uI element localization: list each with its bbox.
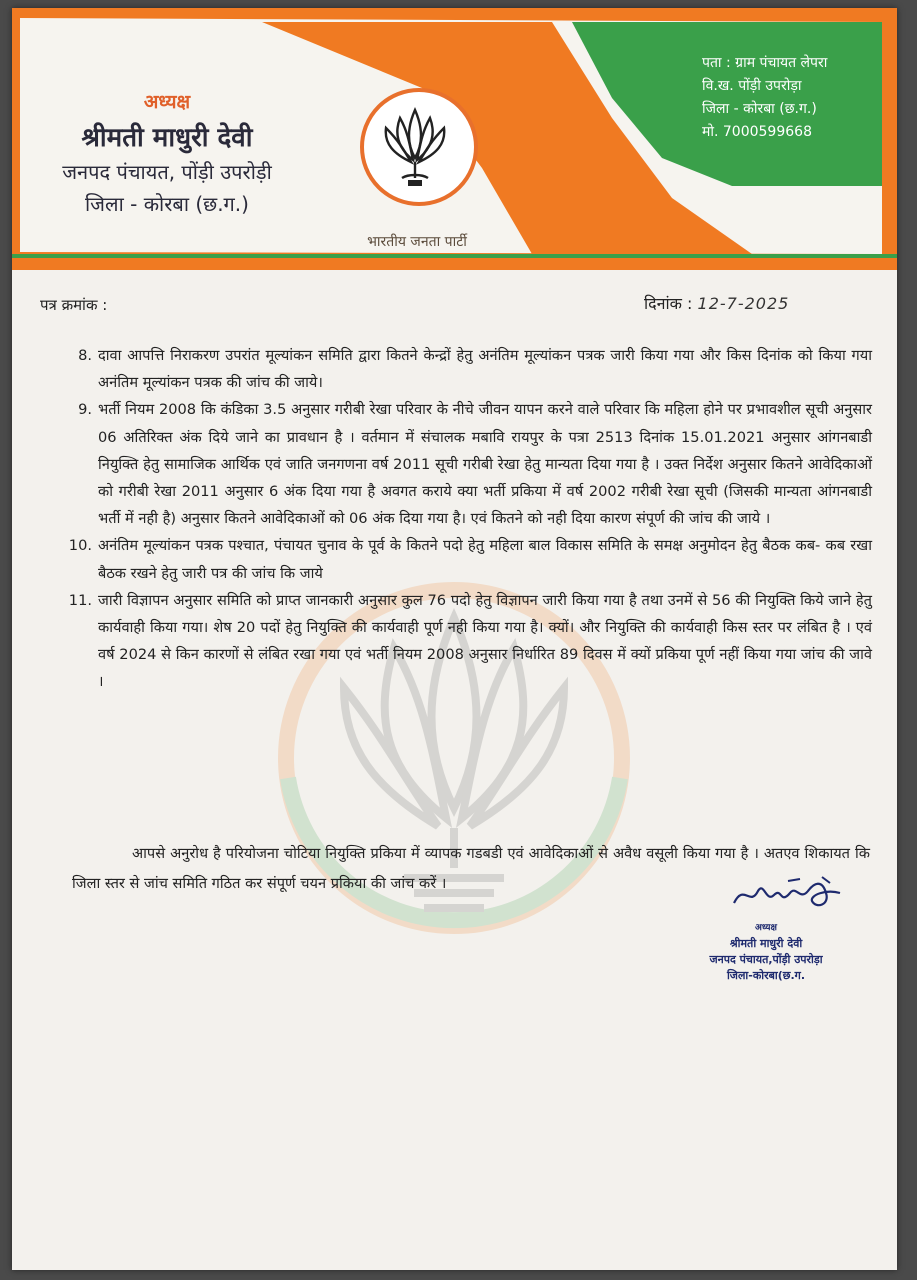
- letter-page: [12, 8, 897, 1270]
- item-text: जारी विज्ञापन अनुसार समिति को प्राप्त जानकारी अनुसार कुल 76 पदो हेतु विज्ञापन जारी किया गया है तथा उनमें से 56 की नियुक्ति किये जाने हेतु कार्यवाही किया गया। शेष 20 पदों हेतु नियुक्ति की कार्यवाही पूर्ण नही किया गया है। क्यों। और नियुक्ति की कार्यवाही किस स्तर पर लंबित है । एवं वर्ष 2024 से किन कारणों से लंबित रखा गया एवं भर्ती नियम 2008 अनुसार निर्धारित 89 दिवस में क्यों प्रकिया पूर्ण नहीं किया गया जांच की जावे ।: [98, 591, 872, 691]
- item-text: दावा आपत्ति निराकरण उपरांत मूल्यांकन समिति द्वारा कितने केन्द्रों हेतु अनंतिम मूल्यांकन पत्रक जारी किया गया और किस दिनांक को किया गया अनंतिम मूल्यांकन पत्रक की जांच की जाये।: [98, 347, 872, 392]
- letter-date: [644, 292, 789, 314]
- item-number: 9.: [78, 401, 92, 419]
- sender-district: जिला - कोरबा (छ.ग.): [85, 192, 249, 216]
- closing-paragraph: आपसे अनुरोध है परियोजना चोटिया नियुक्ति प्रकिया में व्यापक गडबडी एवं आवेदिकाओं से अवैध वसूली किया गया है । अतएव शिकायत कि जिला स्तर से जांच समिति गठित कर संपूर्ण चयन प्रकिया की जांच करें ।: [72, 845, 870, 892]
- phone-number: मो. 7000599668: [702, 124, 812, 140]
- stamp-name: श्रीमती माधुरी देवी: [729, 937, 803, 950]
- item-number: 8.: [78, 347, 92, 364]
- letter-body: [52, 342, 872, 696]
- stamp-district: जिला-कोरबा(छ.ग.: [726, 969, 806, 982]
- sender-office: जनपद पंचायत, पोंड़ी उपरोड़ी: [62, 160, 272, 184]
- address-line: पता : ग्राम पंचायत लेपरा: [702, 55, 828, 71]
- date-label: दिनांक :: [644, 294, 693, 313]
- list-item: [52, 532, 872, 586]
- reference-number-label: पत्र क्रमांक :: [40, 296, 108, 314]
- item-number: 11.: [68, 591, 92, 609]
- list-item: [52, 587, 872, 696]
- address-line: वि.ख. पोंड़ी उपरोड़ा: [702, 78, 802, 94]
- item-number: 10.: [68, 537, 92, 555]
- address-line: जिला - कोरबा (छ.ग.): [702, 101, 817, 117]
- item-text: भर्ती नियम 2008 कि कंडिका 3.5 अनुसार गरीबी रेखा परिवार के नीचे जीवन यापन करने वाले परिवार कि महिला होने पर प्रभावशील सूची अनुसार 06 अतिरिक्त अंक दिये जाने का प्रावधान है । वर्तमान में संचालक मबावि रायपुर के पत्रा 2513 दिनांक 15.01.2021 अनुसार आंगनबाडी नियुक्ति हेतु सामाजिक आर्थिक एवं जाति जनगणना वर्ष 2011 सूची गरीबी रेखा हेतु मान्यता दिया गया है । उक्त निर्देश अनुसार कितने आवेदिकाओं को गरीबी रेखा 2011 अनुसार 6 अंक दिया गया है अवगत कराये क्या भर्ती प्रकिया में वर्ष 2002 गरीबी रेखा सूची (जिसकी मान्यता आंगनबाडी भर्ती में नही है) अनुसार कितने आवेदिकाओं को 06 अंक दिया गया है। एवं कितने को नही दिया कारण संपूर्ण की जांच की जाये ।: [98, 401, 872, 528]
- lotus-icon: [374, 100, 456, 192]
- party-logo: [360, 88, 478, 206]
- handwritten-signature: [730, 873, 850, 919]
- address-block: [702, 52, 827, 144]
- date-value: 12-7-2025: [697, 294, 790, 313]
- party-name: भारतीय जनता पार्टी: [367, 234, 467, 250]
- list-item: [52, 396, 872, 532]
- sender-name: श्रीमती माधुरी देवी: [81, 123, 253, 153]
- signature-stamp: [676, 920, 856, 984]
- stamp-title: अध्यक्ष: [755, 923, 777, 933]
- designation: अध्यक्ष: [143, 91, 191, 113]
- stamp-office: जनपद पंचायत,पोंड़ी उपरोड़ा: [709, 953, 823, 966]
- item-text: अनंतिम मूल्यांकन पत्रक पश्चात, पंचायत चुनाव के पूर्व के कितने पदो हेतु महिला बाल विकास समिति के समक्ष अनुमोदन हेतु बैठक कब- कब रखा बैठक रखने हेतु जारी पत्र की जांच कि जाये: [98, 537, 872, 582]
- list-item: [52, 342, 872, 396]
